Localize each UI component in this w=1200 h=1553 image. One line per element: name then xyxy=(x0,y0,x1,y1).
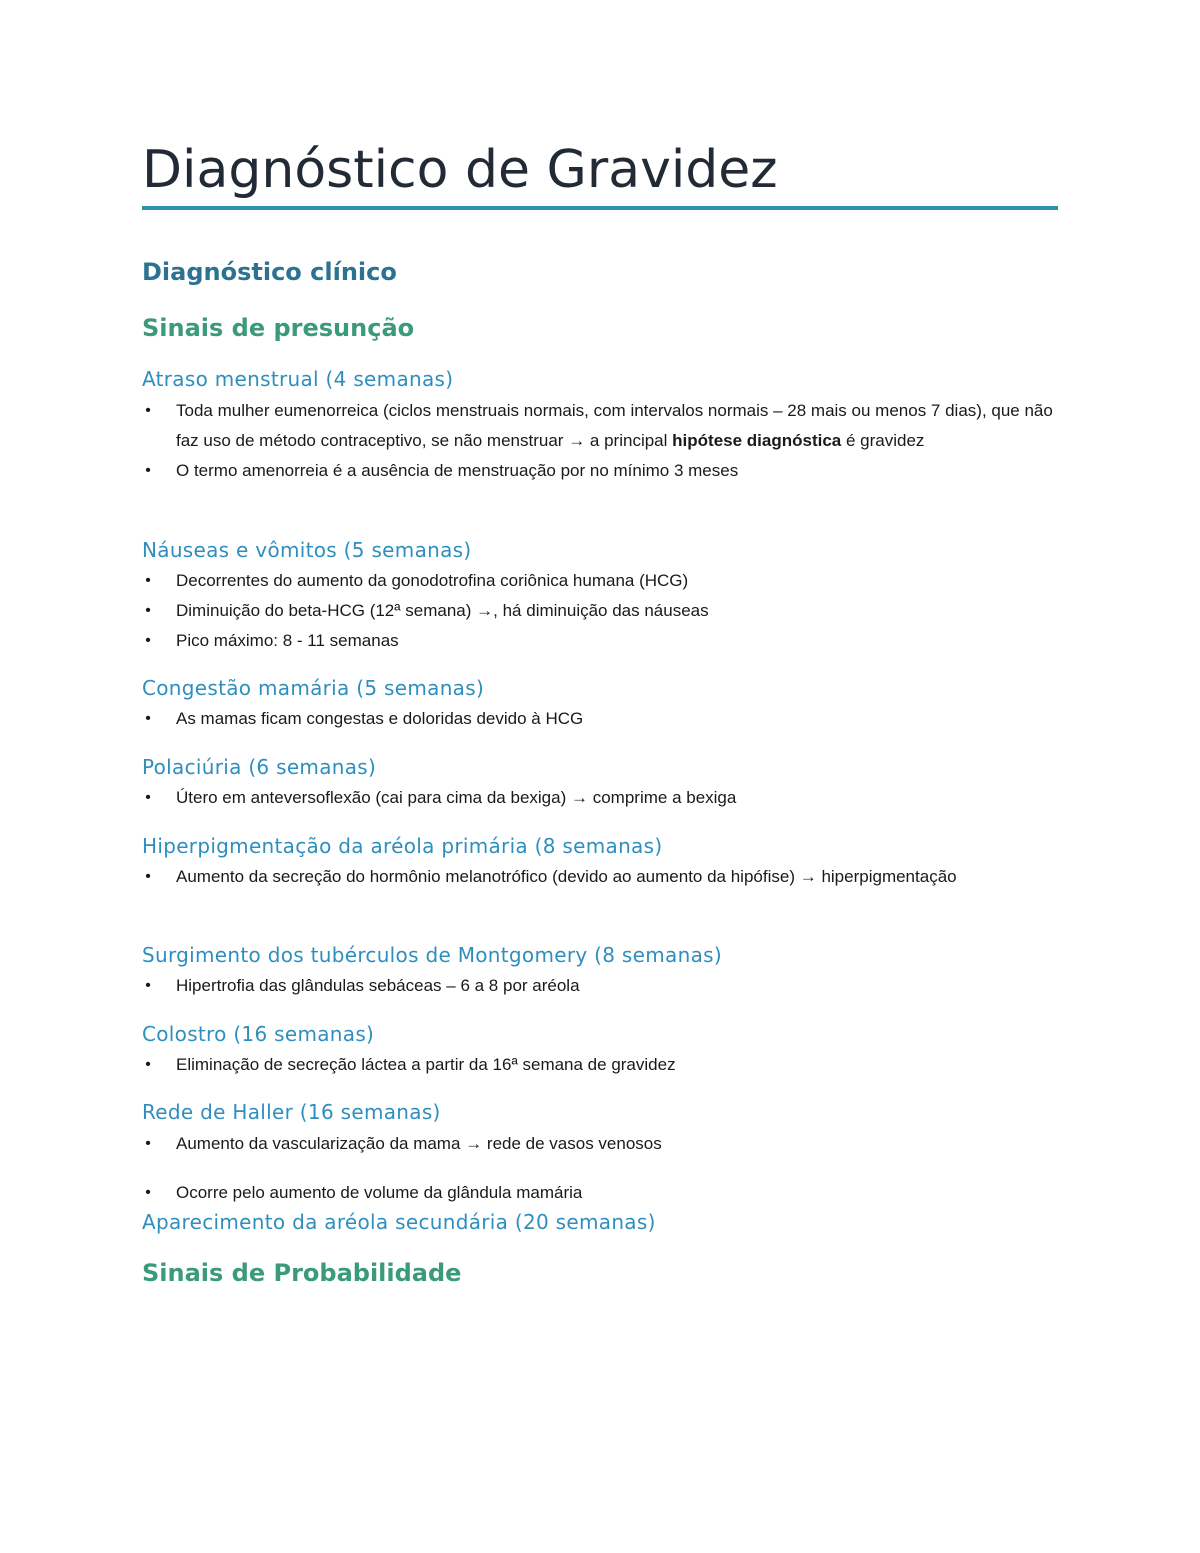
title-underline xyxy=(142,206,1058,210)
arrow-right-icon: → xyxy=(476,601,494,620)
list-item xyxy=(142,862,1058,892)
arrow-right-icon: → xyxy=(570,788,588,807)
bullet-icon: • xyxy=(145,977,151,994)
list-item xyxy=(142,1178,1058,1208)
list-item xyxy=(142,971,1058,1001)
list-item-text: Decorrentes do aumento da gonodotrofina coriônica humana (HCG) xyxy=(176,571,689,590)
list-item-text: comprime a bexiga xyxy=(592,788,737,807)
list-colostro xyxy=(142,1050,1058,1080)
bullet-icon: • xyxy=(145,602,151,619)
arrow-right-icon: → xyxy=(799,867,817,886)
heading-sinais-probabilidade: Sinais de Probabilidade xyxy=(142,1259,462,1287)
list-item-text: As mamas ficam congestas e doloridas devido à HCG xyxy=(176,709,584,728)
subheading-polaciuria: Polaciúria (6 semanas) xyxy=(142,755,377,779)
list-rede-haller xyxy=(142,1129,1058,1159)
arrow-right-icon: → xyxy=(465,1134,483,1153)
list-item xyxy=(142,596,1058,626)
heading-diagnostico-clinico: Diagnóstico clínico xyxy=(142,258,397,286)
list-rede-haller-cont xyxy=(142,1178,1058,1208)
bullet-icon: • xyxy=(145,1056,151,1073)
list-item-text: O termo amenorreia é a ausência de menstruação por no mínimo 3 meses xyxy=(176,461,739,480)
list-item xyxy=(142,456,1058,486)
list-nauseas-vomitos xyxy=(142,566,1058,656)
subheading-nauseas-vomitos: Náuseas e vômitos (5 semanas) xyxy=(142,538,472,562)
subheading-rede-haller: Rede de Haller (16 semanas) xyxy=(142,1100,441,1124)
list-polaciuria xyxy=(142,783,1058,813)
list-item-text: hiperpigmentação xyxy=(821,867,957,886)
list-hiperpigmentacao xyxy=(142,862,1058,892)
list-item-text: é gravidez xyxy=(845,431,925,450)
list-item xyxy=(142,783,1058,813)
bullet-icon: • xyxy=(145,868,151,885)
list-item xyxy=(142,396,1058,456)
list-item-text: Aumento da vascularização da mama xyxy=(176,1134,461,1153)
list-item-text: Aumento da secreção do hormônio melanotrófico (devido ao aumento da hipófise) xyxy=(176,867,795,886)
list-item-text: a principal xyxy=(589,431,668,450)
list-atraso-menstrual xyxy=(142,396,1058,486)
list-item-text: Útero em anteversoflexão (cai para cima da bexiga) xyxy=(176,788,567,807)
bullet-icon: • xyxy=(145,710,151,727)
bullet-icon: • xyxy=(145,1184,151,1201)
list-item xyxy=(142,704,1058,734)
list-item-bold-text: hipótese diagnóstica xyxy=(672,431,842,450)
heading-sinais-presuncao: Sinais de presunção xyxy=(142,314,415,342)
subheading-congestao-mamaria: Congestão mamária (5 semanas) xyxy=(142,676,485,700)
bullet-icon: • xyxy=(145,632,151,649)
list-item-text: rede de vasos venosos xyxy=(486,1134,662,1153)
subheading-atraso-menstrual: Atraso menstrual (4 semanas) xyxy=(142,367,454,391)
list-item-text: Ocorre pelo aumento de volume da glândula mamária xyxy=(176,1183,583,1202)
list-item-text: Eliminação de secreção láctea a partir da 16ª semana de gravidez xyxy=(176,1055,676,1074)
subheading-tuberculos-montgomery: Surgimento dos tubérculos de Montgomery (8 semanas) xyxy=(142,943,722,967)
list-congestao-mamaria xyxy=(142,704,1058,734)
document-title: Diagnóstico de Gravidez xyxy=(142,140,778,200)
list-item-text: Toda mulher eumenorreica (ciclos menstruais normais, com intervalos normais – 28 mais ou menos 7 dias), que não faz uso de método contraceptivo, se não menstruar xyxy=(176,401,1053,450)
list-item-text: Diminuição do beta-HCG (12ª semana) xyxy=(176,601,472,620)
arrow-right-icon: → xyxy=(568,431,586,450)
bullet-icon: • xyxy=(145,572,151,589)
list-item xyxy=(142,1129,1058,1159)
subheading-colostro: Colostro (16 semanas) xyxy=(142,1022,375,1046)
list-item-text: Pico máximo: 8 - 11 semanas xyxy=(176,631,399,650)
list-item xyxy=(142,1050,1058,1080)
list-item xyxy=(142,566,1058,596)
subheading-areola-secundaria: Aparecimento da aréola secundária (20 semanas) xyxy=(142,1210,656,1234)
bullet-icon: • xyxy=(145,402,151,419)
list-item-text: , há diminuição das náuseas xyxy=(493,601,709,620)
bullet-icon: • xyxy=(145,789,151,806)
list-tuberculos-montgomery xyxy=(142,971,1058,1001)
subheading-hiperpigmentacao: Hiperpigmentação da aréola primária (8 semanas) xyxy=(142,834,663,858)
list-item xyxy=(142,626,1058,656)
list-item-text: Hipertrofia das glândulas sebáceas – 6 a 8 por aréola xyxy=(176,976,580,995)
bullet-icon: • xyxy=(145,1135,151,1152)
bullet-icon: • xyxy=(145,462,151,479)
